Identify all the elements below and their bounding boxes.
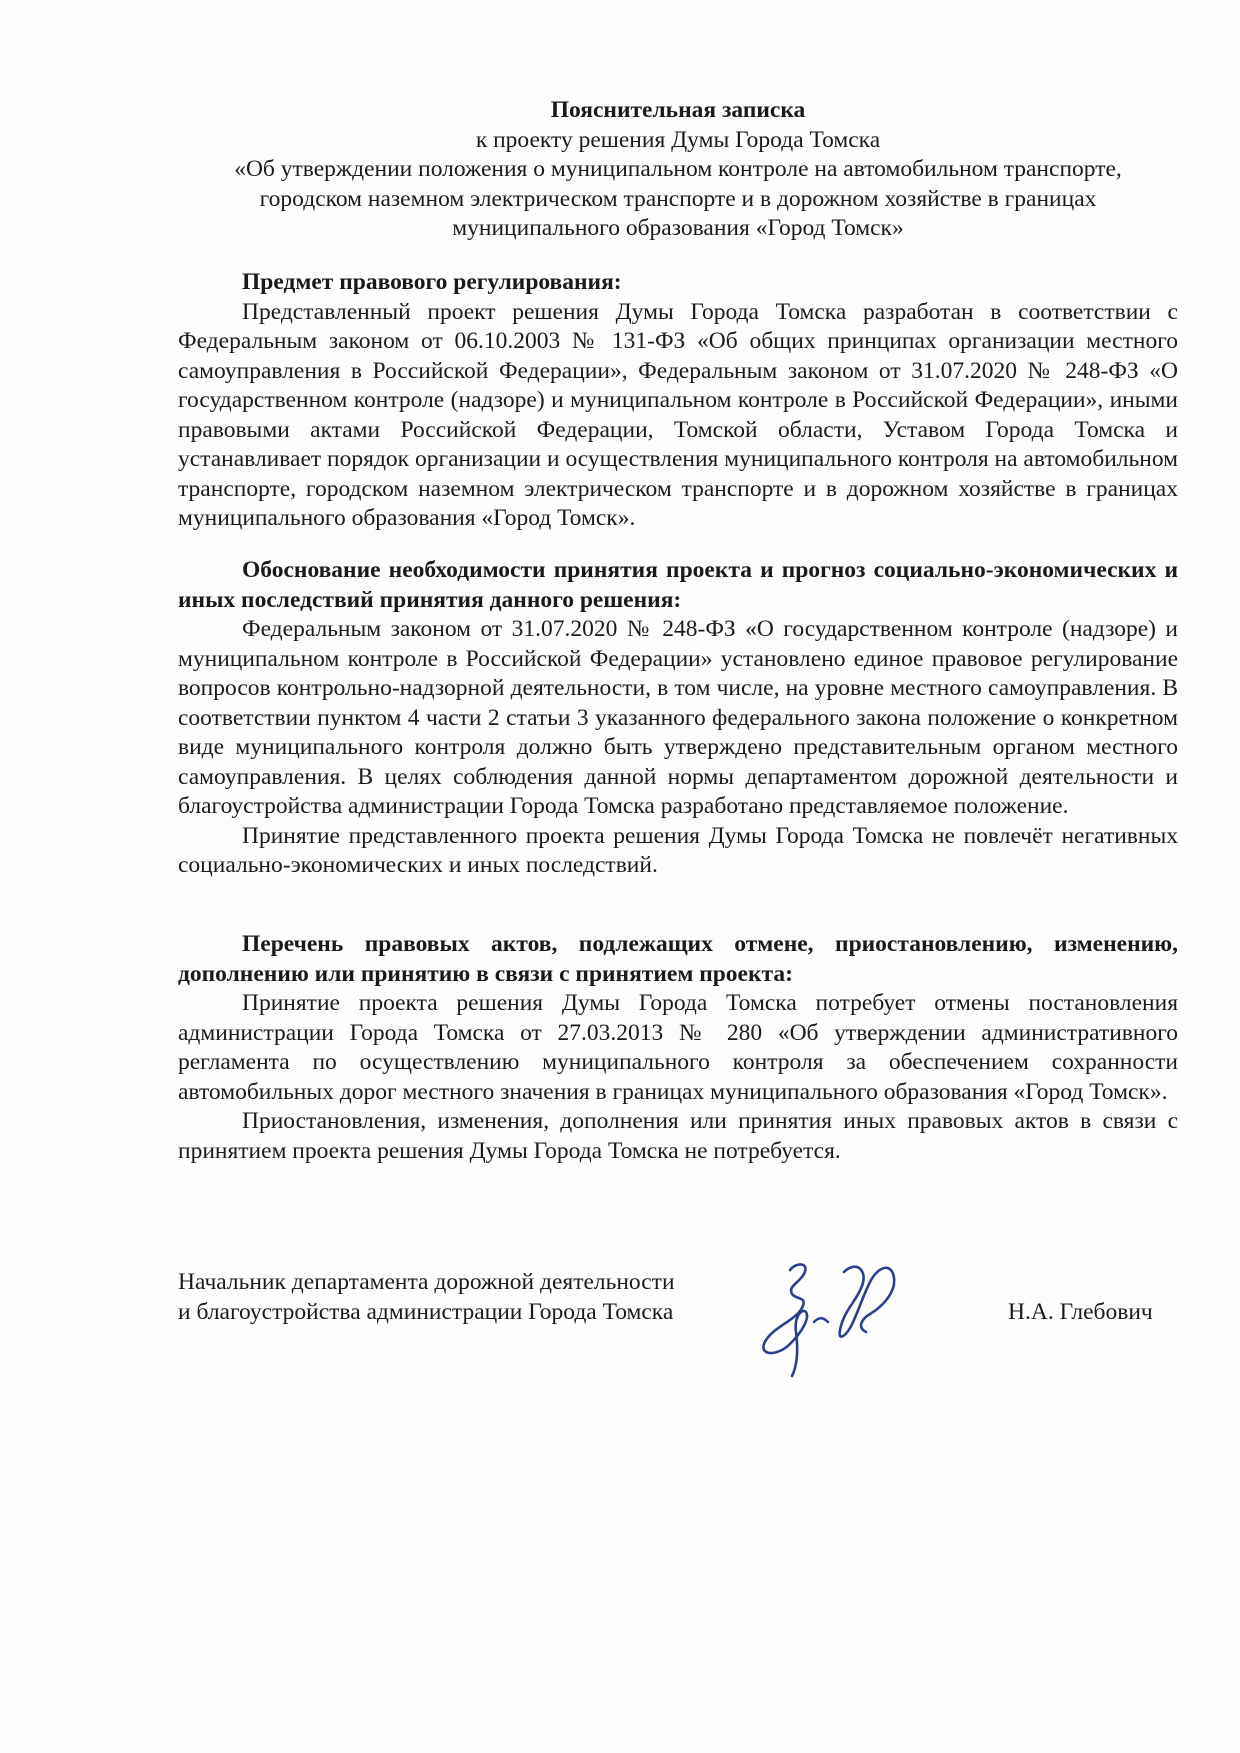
signature-stroke [814, 1318, 828, 1322]
section-heading: Перечень правовых актов, подлежащих отмене, приостановлению, изменению, дополнению или принятию в связи с принятием проекта: [178, 931, 1178, 987]
position-line-1: Начальник департамента дорожной деятельности [178, 1269, 675, 1295]
section-legal-acts [178, 930, 1178, 1166]
signature-stroke [840, 1267, 895, 1337]
position-line-2: и благоустройства администрации Города Томска [178, 1298, 674, 1325]
signatory-name: Н.А. Глебович [1008, 1299, 1153, 1325]
paragraph: Принятие представленного проекта решения Думы Города Томска не повлечёт негативных социально-экономических и иных последствий. [178, 822, 1178, 878]
header-line-2: «Об утверждении положения о муниципальном контроле на автомобильном транспорте, [234, 156, 1122, 182]
handwritten-signature [752, 1252, 922, 1382]
section-justification [178, 556, 1178, 881]
section-heading: Обоснование необходимости принятия проекта и прогноз социально-экономических и иных последствий принятия данного решения: [178, 557, 1178, 613]
document-header [178, 96, 1178, 244]
paragraph: Федеральным законом от 31.07.2020 № 248-ФЗ «О государственном контроле (надзоре) и муниципальном контроле в Российской Федерации» установлено единое правовое регулирование вопросов контрольно-надзорной деятельности, в том числе, на уровне местного самоуправления. В соответствии пунктом 4 части 2 статьи 3 указанного федерального закона положение о конкретном виде муниципального контроля должно быть утверждено представительным органом местного самоуправления. В целях соблюдения данной нормы департаментом дорожной деятельности и благоустройства администрации Города Томска разработано представляемое положение. [178, 616, 1178, 819]
paragraph: Принятие проекта решения Думы Города Томска потребует отмены постановления администрации Города Томска от 27.03.2013 № 280 «Об утверждении административного регламента по осуществлению муниципального контроля за обеспечением сохранности автомобильных дорог местного значения в границах муниципального образования «Город Томск». [178, 990, 1178, 1105]
section-heading: Предмет правового регулирования: [242, 269, 622, 295]
paragraph: Представленный проект решения Думы Города Томска разработан в соответствии с Федеральным законом от 06.10.2003 № 131-ФЗ «Об общих принципах организации местного самоуправления в Российской Федерации», Федеральным законом от 31.07.2020 № 248-ФЗ «О государственном контроле (надзоре) и муниципальном контроле в Российской Федерации», иными правовыми актами Российской Федерации, Томской области, Уставом Города Томска и устанавливает порядок организации и осуществления муниципального контроля на автомобильном транспорте, городском наземном электрическом транспорте и в дорожном хозяйстве в границах муниципального образования «Город Томск». [178, 298, 1178, 531]
paragraph: Приостановления, изменения, дополнения или принятия иных правовых актов в связи с принятием проекта решения Думы Города Томска не потребуется. [178, 1108, 1178, 1164]
header-line-4: муниципального образования «Город Томск» [452, 215, 904, 241]
document-title: Пояснительная записка [550, 97, 806, 123]
signatory-position [178, 1268, 738, 1327]
header-line-3: городском наземном электрическом транспорте и в дорожном хозяйстве в границах [259, 185, 1097, 212]
header-line-1: к проекту решения Думы Города Томска [475, 126, 881, 153]
signature-stroke [763, 1264, 807, 1376]
section-regulation-subject [178, 268, 1178, 534]
